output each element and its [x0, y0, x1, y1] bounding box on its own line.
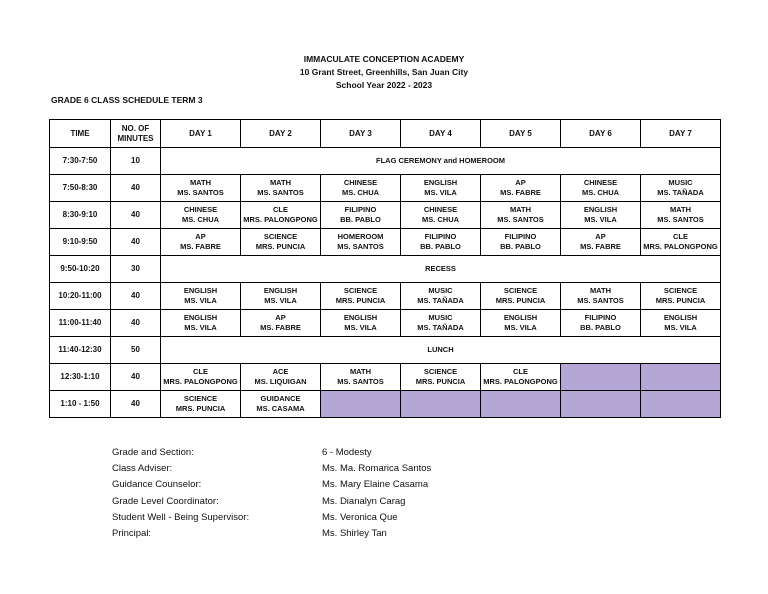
class-cell: [561, 202, 641, 229]
teacher-label: BB. PABLO: [340, 215, 381, 224]
minutes-cell: 40: [111, 391, 161, 418]
class-cell: [641, 229, 721, 256]
subject-label: CLE: [273, 205, 288, 214]
class-cell: [481, 364, 561, 391]
class-cell: [241, 391, 321, 418]
teacher-label: MRS. PUNCIA: [335, 296, 386, 305]
info-label: Principal:: [112, 527, 152, 539]
teacher-label: MS. VILA: [264, 296, 297, 305]
subject-label: AP: [515, 178, 526, 187]
school-year: School Year 2022 - 2023: [335, 80, 433, 90]
time-cell: 7:30-7:50: [50, 148, 111, 175]
column-header: DAY 2: [241, 120, 321, 148]
column-header: DAY 3: [321, 120, 401, 148]
subject-label: SCIENCE: [423, 367, 458, 376]
teacher-label: MS. SANTOS: [497, 215, 544, 224]
class-schedule-table: [49, 119, 721, 418]
class-cell: [641, 310, 721, 337]
teacher-label: MS. VILA: [664, 323, 697, 332]
class-cell: [481, 310, 561, 337]
class-cell: [161, 310, 241, 337]
time-cell: 9:50-10:20: [50, 256, 111, 283]
class-cell: [401, 283, 481, 310]
class-cell: [161, 229, 241, 256]
subject-label: CLE: [673, 232, 688, 241]
table-row: [50, 337, 721, 364]
info-value: Ms. Mary Elaine Casama: [322, 479, 429, 491]
teacher-label: MS. VILA: [584, 215, 617, 224]
document-header: [0, 53, 768, 92]
subject-label: MATH: [269, 178, 292, 187]
info-label: Student Well - Being Supervisor:: [112, 511, 250, 523]
info-value: 6 - Modesty: [322, 447, 372, 458]
teacher-label: MS. FABRE: [580, 242, 621, 251]
info-value: Ms. Shirley Tan: [322, 527, 387, 539]
table-row: [50, 229, 721, 256]
school-name: IMMACULATE CONCEPTION ACADEMY: [303, 54, 465, 64]
class-cell: [241, 364, 321, 391]
column-header: DAY 1: [161, 120, 241, 148]
subject-label: MUSIC: [428, 286, 453, 295]
time-cell: 7:50-8:30: [50, 175, 111, 202]
subject-label: FILIPINO: [584, 313, 617, 322]
school-address: 10 Grant Street, Greenhills, San Juan City: [299, 67, 469, 77]
span-activity-cell: RECESS: [161, 256, 721, 283]
subject-label: ENGLISH: [343, 313, 378, 322]
subject-label: ENGLISH: [183, 286, 218, 295]
teacher-label: MS. CHUA: [341, 188, 380, 197]
teacher-label: MS. VILA: [424, 188, 457, 197]
empty-slot-cell: [641, 391, 721, 418]
teacher-label: MS. FABRE: [500, 188, 541, 197]
class-cell: [481, 229, 561, 256]
subject-label: AP: [595, 232, 606, 241]
class-cell: [241, 283, 321, 310]
teacher-label: MRS. PUNCIA: [415, 377, 466, 386]
time-cell: 9:10-9:50: [50, 229, 111, 256]
teacher-label: MS. VILA: [344, 323, 377, 332]
subject-label: HOMEROOM: [337, 232, 384, 241]
info-label: Grade Level Coordinator:: [112, 495, 219, 507]
table-row: [50, 256, 721, 283]
subject-label: ENGLISH: [183, 313, 218, 322]
class-cell: [161, 391, 241, 418]
table-row: [50, 175, 721, 202]
teacher-label: MRS. PUNCIA: [495, 296, 546, 305]
subject-label: CHINESE: [583, 178, 618, 187]
class-cell: [241, 229, 321, 256]
empty-slot-cell: [321, 391, 401, 418]
teacher-label: MRS. PUNCIA: [255, 242, 306, 251]
empty-slot-cell: [641, 364, 721, 391]
subject-label: FILIPINO: [344, 205, 377, 214]
teacher-label: MS. VILA: [184, 323, 217, 332]
column-header: DAY 4: [401, 120, 481, 148]
class-cell: [161, 283, 241, 310]
teacher-label: MS. FABRE: [260, 323, 301, 332]
teacher-label: MS. LIQUIGAN: [254, 377, 307, 386]
teacher-label: MS. SANTOS: [337, 242, 384, 251]
info-label: Guidance Counselor:: [112, 479, 202, 491]
teacher-label: MS. VILA: [184, 296, 217, 305]
subject-label: AP: [275, 313, 286, 322]
teacher-label: MS. TAÑADA: [417, 296, 464, 305]
teacher-label: MRS. PUNCIA: [175, 404, 226, 413]
teacher-label: BB. PABLO: [420, 242, 461, 251]
teacher-label: MRS. PALONGPONG: [483, 377, 558, 386]
class-cell: [401, 202, 481, 229]
table-row: [50, 283, 721, 310]
teacher-label: MS. CHUA: [421, 215, 460, 224]
class-cell: [161, 175, 241, 202]
class-cell: [481, 283, 561, 310]
minutes-cell: 40: [111, 364, 161, 391]
subject-label: ENGLISH: [663, 313, 698, 322]
info-value: Ms. Dianalyn Carag: [322, 495, 406, 507]
teacher-label: MS. SANTOS: [257, 188, 304, 197]
minutes-cell: 50: [111, 337, 161, 364]
info-label: Class Adviser:: [112, 463, 173, 475]
empty-slot-cell: [481, 391, 561, 418]
class-cell: [401, 229, 481, 256]
schedule-title: GRADE 6 CLASS SCHEDULE TERM 3: [51, 95, 203, 105]
class-cell: [401, 310, 481, 337]
class-cell: [481, 175, 561, 202]
teacher-label: MS. CHUA: [581, 188, 620, 197]
class-cell: [561, 310, 641, 337]
class-cell: [241, 175, 321, 202]
teacher-label: MS. VILA: [504, 323, 537, 332]
subject-label: MATH: [349, 367, 372, 376]
subject-label: ENGLISH: [263, 286, 298, 295]
class-cell: [321, 364, 401, 391]
subject-label: MATH: [589, 286, 612, 295]
teacher-label: MRS. PALONGPONG: [243, 215, 318, 224]
subject-label: SCIENCE: [343, 286, 378, 295]
subject-label: CLE: [513, 367, 528, 376]
subject-label: ENGLISH: [423, 178, 458, 187]
teacher-label: MS. TAÑADA: [417, 323, 464, 332]
table-header-row: [50, 120, 721, 148]
subject-label: SCIENCE: [183, 394, 218, 403]
info-label: Grade and Section:: [112, 447, 194, 458]
span-activity-cell: FLAG CEREMONY and HOMEROOM: [161, 148, 721, 175]
class-cell: [321, 202, 401, 229]
empty-slot-cell: [561, 391, 641, 418]
teacher-label: MS. SANTOS: [337, 377, 384, 386]
minutes-cell: 40: [111, 202, 161, 229]
minutes-cell: 40: [111, 310, 161, 337]
subject-label: CLE: [193, 367, 208, 376]
class-cell: [161, 202, 241, 229]
subject-label: FILIPINO: [504, 232, 537, 241]
subject-label: ENGLISH: [503, 313, 538, 322]
class-cell: [321, 229, 401, 256]
column-header: DAY 5: [481, 120, 561, 148]
time-cell: 11:40-12:30: [50, 337, 111, 364]
column-header: TIME: [50, 120, 111, 148]
time-cell: 10:20-11:00: [50, 283, 111, 310]
subject-label: CHINESE: [183, 205, 218, 214]
class-cell: [161, 364, 241, 391]
minutes-cell: 30: [111, 256, 161, 283]
column-header: DAY 6: [561, 120, 641, 148]
minutes-cell: 40: [111, 283, 161, 310]
subject-label: MATH: [189, 178, 212, 187]
table-row: [50, 391, 721, 418]
subject-label: ENGLISH: [583, 205, 618, 214]
class-cell: [321, 283, 401, 310]
teacher-label: MS. SANTOS: [577, 296, 624, 305]
empty-slot-cell: [401, 391, 481, 418]
teacher-label: MRS. PALONGPONG: [163, 377, 238, 386]
subject-label: SCIENCE: [503, 286, 538, 295]
time-cell: 8:30-9:10: [50, 202, 111, 229]
teacher-label: MRS. PALONGPONG: [643, 242, 718, 251]
teacher-label: MS. CASAMA: [256, 404, 305, 413]
class-cell: [641, 283, 721, 310]
teacher-label: MS. TAÑADA: [657, 188, 704, 197]
teacher-label: BB. PABLO: [580, 323, 621, 332]
subject-label: MUSIC: [668, 178, 693, 187]
class-cell: [641, 202, 721, 229]
subject-label: GUIDANCE: [260, 394, 301, 403]
class-cell: [561, 175, 641, 202]
subject-label: SCIENCE: [663, 286, 698, 295]
teacher-label: BB. PABLO: [500, 242, 541, 251]
info-value: Ms. Ma. Romarica Santos: [322, 463, 432, 475]
span-activity-cell: LUNCH: [161, 337, 721, 364]
class-cell: [561, 283, 641, 310]
table-row: [50, 148, 721, 175]
empty-slot-cell: [561, 364, 641, 391]
subject-label: MATH: [509, 205, 532, 214]
class-cell: [401, 364, 481, 391]
class-cell: [481, 202, 561, 229]
teacher-label: MS. SANTOS: [177, 188, 224, 197]
table-row: [50, 364, 721, 391]
minutes-cell: 40: [111, 229, 161, 256]
table-row: [50, 202, 721, 229]
time-cell: 11:00-11:40: [50, 310, 111, 337]
subject-label: ACE: [272, 367, 289, 376]
subject-label: FILIPINO: [424, 232, 457, 241]
subject-label: MATH: [669, 205, 692, 214]
class-cell: [641, 175, 721, 202]
table-row: [50, 310, 721, 337]
info-value: Ms. Veronica Que: [322, 511, 398, 523]
teacher-label: MS. CHUA: [181, 215, 220, 224]
subject-label: AP: [195, 232, 206, 241]
subject-label: CHINESE: [423, 205, 458, 214]
time-cell: 12:30-1:10: [50, 364, 111, 391]
class-cell: [321, 310, 401, 337]
subject-label: CHINESE: [343, 178, 378, 187]
teacher-label: MRS. PUNCIA: [655, 296, 706, 305]
minutes-cell: 40: [111, 175, 161, 202]
class-cell: [561, 229, 641, 256]
class-cell: [321, 175, 401, 202]
class-cell: [241, 202, 321, 229]
teacher-label: MS. SANTOS: [657, 215, 704, 224]
teacher-label: MS. FABRE: [180, 242, 221, 251]
class-cell: [401, 175, 481, 202]
class-cell: [241, 310, 321, 337]
column-header: DAY 7: [641, 120, 721, 148]
column-header: NO. OF MINUTES: [111, 120, 161, 148]
subject-label: SCIENCE: [263, 232, 298, 241]
time-cell: 1:10 - 1:50: [50, 391, 111, 418]
subject-label: MUSIC: [428, 313, 453, 322]
minutes-cell: 10: [111, 148, 161, 175]
